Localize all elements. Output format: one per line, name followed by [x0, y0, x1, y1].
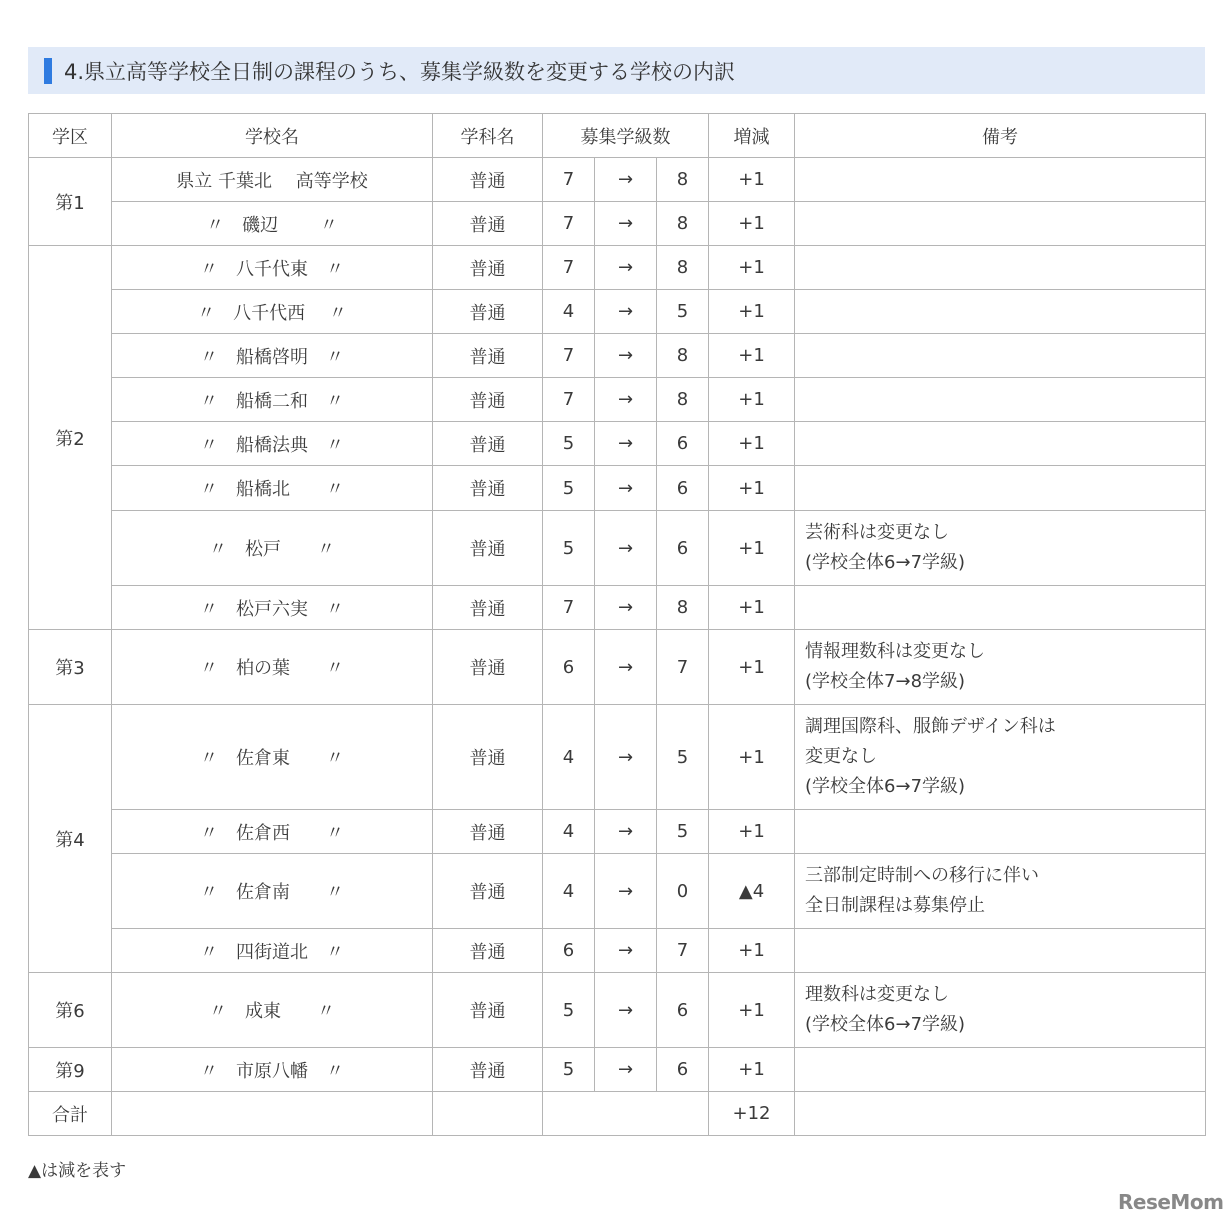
empty-cell — [433, 1092, 543, 1136]
department: 普通 — [433, 422, 543, 466]
table-row — [29, 929, 1206, 973]
classes-to: 6 — [657, 466, 709, 511]
classes-to: 7 — [657, 630, 709, 705]
classes-from: 6 — [543, 929, 595, 973]
arrow: → — [595, 466, 657, 511]
classes-from: 6 — [543, 630, 595, 705]
department: 普通 — [433, 378, 543, 422]
school-name: 〃 船橋啓明 〃 — [112, 334, 433, 378]
department: 普通 — [433, 810, 543, 854]
note-cell — [795, 630, 1206, 705]
school-name: 〃 松戸 〃 — [112, 511, 433, 586]
arrow: → — [595, 1048, 657, 1092]
department: 普通 — [433, 586, 543, 630]
note-cell — [795, 854, 1206, 929]
classes-to: 7 — [657, 929, 709, 973]
change-value: +1 — [709, 422, 795, 466]
arrow: → — [595, 422, 657, 466]
note-cell — [795, 929, 1206, 973]
note-cell — [795, 158, 1206, 202]
note-line: (学校全体7→8学級) — [805, 671, 966, 692]
department: 普通 — [433, 158, 543, 202]
classes-to: 6 — [657, 511, 709, 586]
district-cell: 第2 — [29, 246, 112, 630]
classes-from: 4 — [543, 810, 595, 854]
note-line: 芸術科は変更なし — [805, 522, 950, 543]
arrow: → — [595, 810, 657, 854]
table-row — [29, 378, 1206, 422]
change-value: +1 — [709, 810, 795, 854]
table-row — [29, 466, 1206, 511]
arrow: → — [595, 973, 657, 1048]
department: 普通 — [433, 1048, 543, 1092]
change-value: +1 — [709, 202, 795, 246]
change-value: +1 — [709, 929, 795, 973]
note-cell — [795, 466, 1206, 511]
classes-to: 8 — [657, 378, 709, 422]
resemom-logo: ReseMom — [1118, 1190, 1224, 1214]
note-line: 情報理数科は変更なし — [805, 641, 986, 662]
department: 普通 — [433, 973, 543, 1048]
school-name: 〃 柏の葉 〃 — [112, 630, 433, 705]
note-line: 三部制定時制への移行に伴い — [805, 865, 1040, 886]
change-value: +1 — [709, 466, 795, 511]
table-row — [29, 511, 1206, 586]
note-cell — [795, 290, 1206, 334]
classes-to: 6 — [657, 422, 709, 466]
classes-from: 7 — [543, 202, 595, 246]
table-row — [29, 158, 1206, 202]
school-name: 〃 磯辺 〃 — [112, 202, 433, 246]
arrow: → — [595, 854, 657, 929]
table-row — [29, 586, 1206, 630]
note-cell — [795, 973, 1206, 1048]
arrow: → — [595, 511, 657, 586]
total-label: 合計 — [29, 1092, 112, 1136]
section-title: 4.県立高等学校全日制の課程のうち、募集学級数を変更する学校の内訳 — [64, 59, 736, 84]
district-cell: 第3 — [29, 630, 112, 705]
note-cell — [795, 1048, 1206, 1092]
table-row — [29, 973, 1206, 1048]
note-cell — [795, 334, 1206, 378]
classes-from: 7 — [543, 378, 595, 422]
school-name: 〃 市原八幡 〃 — [112, 1048, 433, 1092]
title-accent-bar — [44, 58, 52, 84]
classes-from: 7 — [543, 586, 595, 630]
header-note: 備考 — [795, 114, 1206, 158]
change-value: +1 — [709, 246, 795, 290]
note-line: 調理国際科、服飾デザイン科は — [805, 716, 1056, 737]
table-row — [29, 246, 1206, 290]
school-name: 〃 佐倉東 〃 — [112, 705, 433, 810]
empty-cell — [543, 1092, 709, 1136]
arrow: → — [595, 158, 657, 202]
header-district: 学区 — [29, 114, 112, 158]
table-row — [29, 334, 1206, 378]
header-change: 増減 — [709, 114, 795, 158]
classes-from: 7 — [543, 334, 595, 378]
note-line: (学校全体6→7学級) — [805, 552, 966, 573]
district-cell: 第6 — [29, 973, 112, 1048]
note-cell — [795, 422, 1206, 466]
change-value: +1 — [709, 378, 795, 422]
change-value: +1 — [709, 334, 795, 378]
change-value: +1 — [709, 630, 795, 705]
classes-from: 5 — [543, 511, 595, 586]
classes-to: 6 — [657, 973, 709, 1048]
school-name: 〃 成東 〃 — [112, 973, 433, 1048]
classes-to: 5 — [657, 705, 709, 810]
table-row — [29, 854, 1206, 929]
school-name: 〃 八千代西 〃 — [112, 290, 433, 334]
note-line: 変更なし — [805, 746, 878, 767]
note-cell — [795, 511, 1206, 586]
department: 普通 — [433, 334, 543, 378]
district-cell: 第1 — [29, 158, 112, 246]
classes-to: 5 — [657, 810, 709, 854]
table-row — [29, 202, 1206, 246]
change-value: ▲4 — [709, 854, 795, 929]
department: 普通 — [433, 246, 543, 290]
classes-to: 0 — [657, 854, 709, 929]
arrow: → — [595, 334, 657, 378]
arrow: → — [595, 202, 657, 246]
department: 普通 — [433, 290, 543, 334]
school-name: 〃 佐倉南 〃 — [112, 854, 433, 929]
classes-from: 5 — [543, 466, 595, 511]
note-cell — [795, 810, 1206, 854]
department: 普通 — [433, 466, 543, 511]
change-value: +1 — [709, 290, 795, 334]
school-name: 〃 松戸六実 〃 — [112, 586, 433, 630]
change-value: +1 — [709, 158, 795, 202]
change-value: +1 — [709, 1048, 795, 1092]
empty-cell — [112, 1092, 433, 1136]
note-line: (学校全体6→7学級) — [805, 1014, 966, 1035]
classes-from: 5 — [543, 1048, 595, 1092]
district-cell: 第4 — [29, 705, 112, 973]
arrow: → — [595, 630, 657, 705]
header-row — [29, 114, 1206, 158]
note-cell — [795, 705, 1206, 810]
classes-from: 7 — [543, 158, 595, 202]
classes-from: 4 — [543, 705, 595, 810]
school-name: 〃 八千代東 〃 — [112, 246, 433, 290]
department: 普通 — [433, 202, 543, 246]
arrow: → — [595, 378, 657, 422]
school-name: 〃 佐倉西 〃 — [112, 810, 433, 854]
classes-to: 8 — [657, 158, 709, 202]
department: 普通 — [433, 929, 543, 973]
department: 普通 — [433, 511, 543, 586]
classes-from: 4 — [543, 290, 595, 334]
note-line: 理数科は変更なし — [805, 984, 950, 1005]
arrow: → — [595, 290, 657, 334]
classes-to: 6 — [657, 1048, 709, 1092]
section-title-bar — [28, 47, 1205, 94]
school-class-change-table — [28, 113, 1206, 1136]
table-row — [29, 1048, 1206, 1092]
table-row — [29, 422, 1206, 466]
header-dept: 学科名 — [433, 114, 543, 158]
footnote: ▲は減を表す — [28, 1161, 127, 1181]
total-change: +12 — [709, 1092, 795, 1136]
classes-from: 4 — [543, 854, 595, 929]
classes-to: 8 — [657, 246, 709, 290]
change-value: +1 — [709, 973, 795, 1048]
classes-to: 8 — [657, 586, 709, 630]
classes-from: 5 — [543, 422, 595, 466]
school-name: 〃 船橋二和 〃 — [112, 378, 433, 422]
table-row — [29, 705, 1206, 810]
department: 普通 — [433, 705, 543, 810]
note-cell — [795, 586, 1206, 630]
empty-cell — [795, 1092, 1206, 1136]
classes-from: 7 — [543, 246, 595, 290]
note-line: 全日制課程は募集停止 — [805, 895, 986, 916]
note-cell — [795, 202, 1206, 246]
note-line: (学校全体6→7学級) — [805, 776, 966, 797]
note-cell — [795, 378, 1206, 422]
school-name: 〃 船橋北 〃 — [112, 466, 433, 511]
header-classes: 募集学級数 — [543, 114, 709, 158]
department: 普通 — [433, 854, 543, 929]
header-school: 学校名 — [112, 114, 433, 158]
school-name: 〃 船橋法典 〃 — [112, 422, 433, 466]
note-cell — [795, 246, 1206, 290]
classes-to: 8 — [657, 334, 709, 378]
change-value: +1 — [709, 586, 795, 630]
arrow: → — [595, 929, 657, 973]
arrow: → — [595, 246, 657, 290]
table-row — [29, 630, 1206, 705]
school-name: 〃 四街道北 〃 — [112, 929, 433, 973]
district-cell: 第9 — [29, 1048, 112, 1092]
table-row — [29, 290, 1206, 334]
classes-to: 5 — [657, 290, 709, 334]
school-name: 県立 千葉北 高等学校 — [112, 158, 433, 202]
classes-from: 5 — [543, 973, 595, 1048]
department: 普通 — [433, 630, 543, 705]
change-value: +1 — [709, 705, 795, 810]
change-value: +1 — [709, 511, 795, 586]
arrow: → — [595, 705, 657, 810]
arrow: → — [595, 586, 657, 630]
table-row — [29, 810, 1206, 854]
total-row — [29, 1092, 1206, 1136]
classes-to: 8 — [657, 202, 709, 246]
